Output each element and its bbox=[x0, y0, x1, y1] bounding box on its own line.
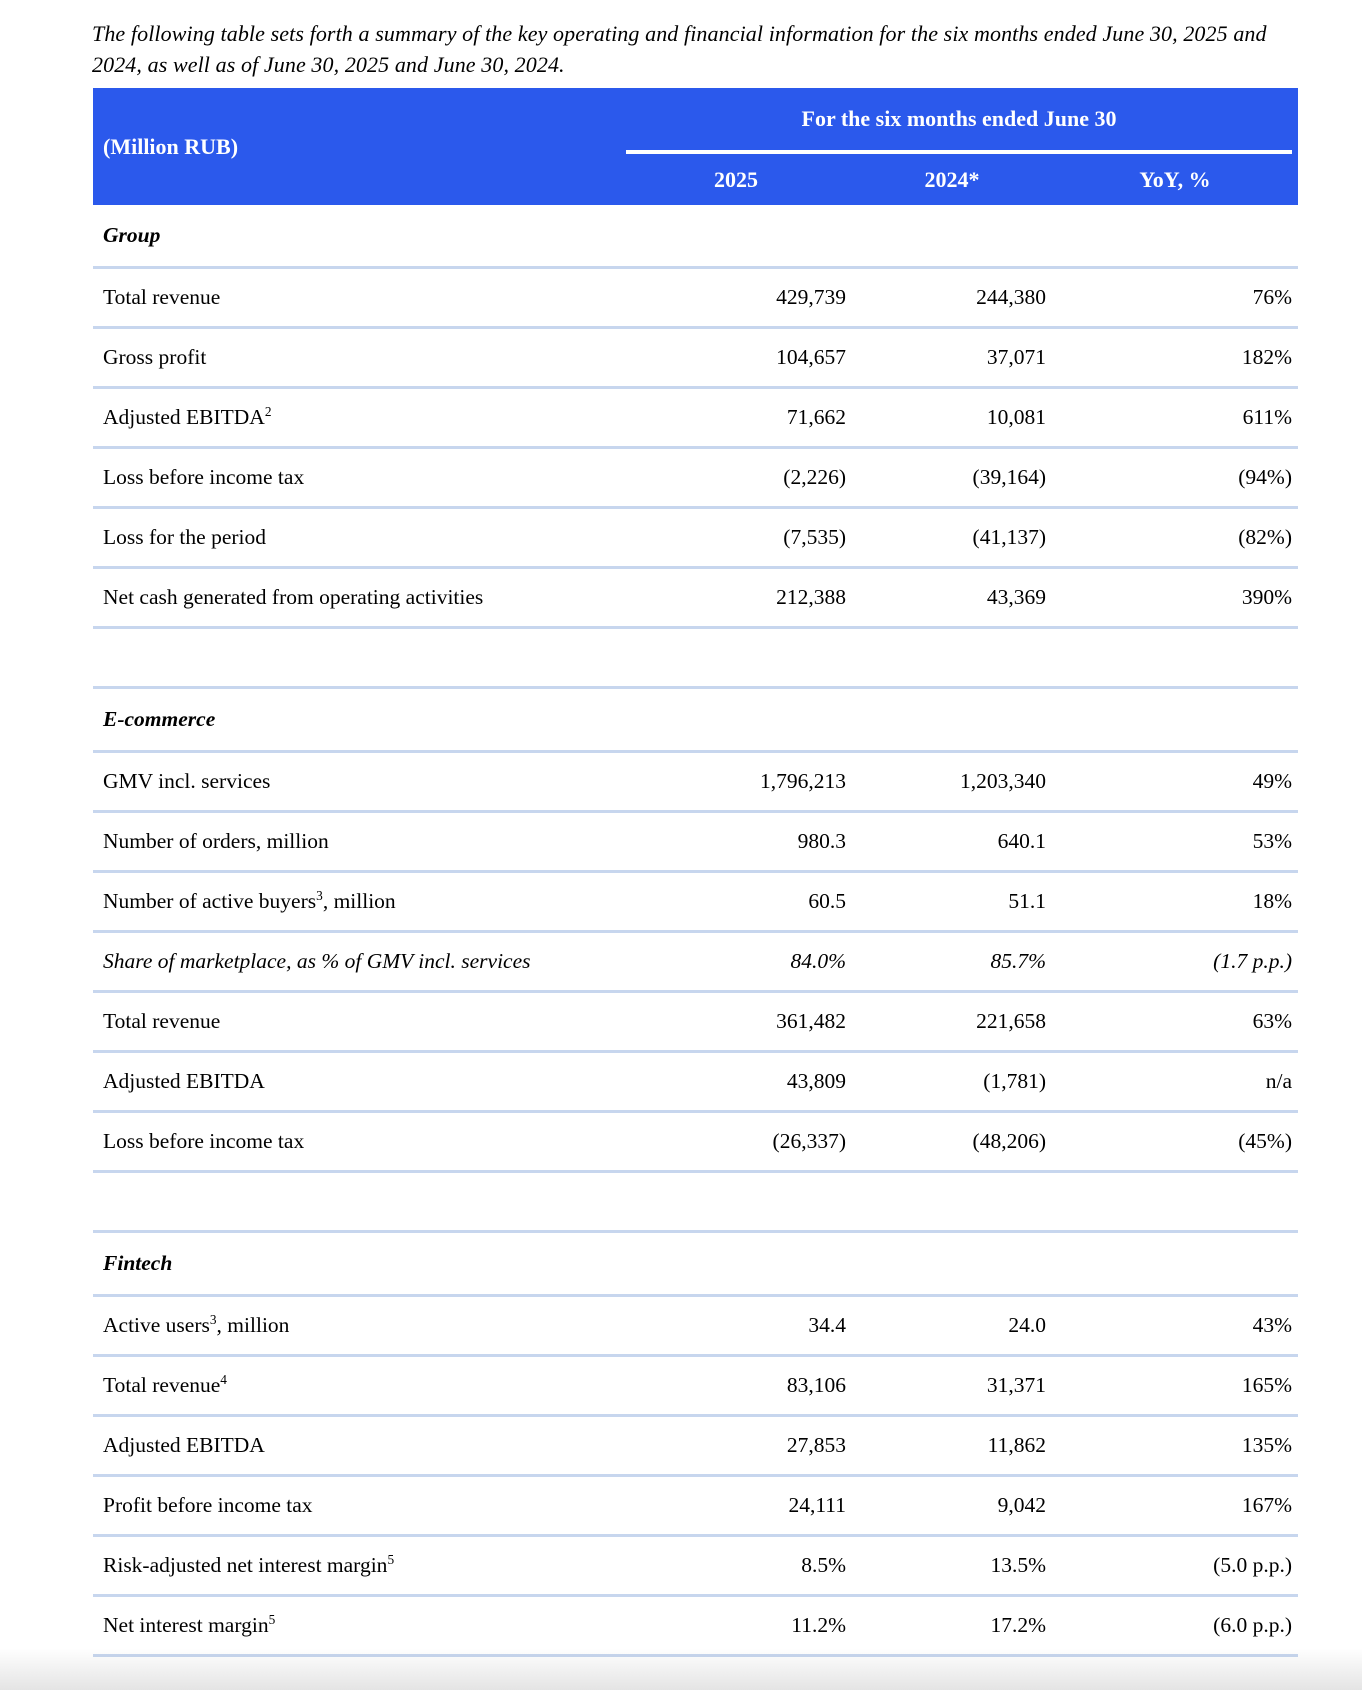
col-header-2024: 2024* bbox=[924, 166, 980, 192]
section-header-row bbox=[93, 205, 1298, 269]
value-2025: 8.5% bbox=[801, 1553, 846, 1577]
financial-summary-table bbox=[93, 88, 1298, 1657]
value-yoy: (1.7 p.p.) bbox=[1213, 949, 1292, 973]
value-2024: 13.5% bbox=[990, 1553, 1046, 1577]
row-label: Number of orders, million bbox=[103, 829, 329, 853]
row-label: Loss for the period bbox=[103, 525, 267, 549]
value-2024: 31,371 bbox=[986, 1373, 1046, 1397]
value-2024: 244,380 bbox=[976, 285, 1046, 309]
section-gap-row bbox=[93, 629, 1298, 689]
value-2024: 51.1 bbox=[1008, 889, 1046, 913]
value-yoy: (45%) bbox=[1238, 1129, 1292, 1153]
value-2025: 24,111 bbox=[788, 1493, 846, 1517]
period-header: For the six months ended June 30 bbox=[801, 106, 1117, 131]
table-row bbox=[93, 1477, 1298, 1537]
value-yoy: 167% bbox=[1241, 1493, 1292, 1517]
table-row bbox=[93, 1053, 1298, 1113]
value-2025: 83,106 bbox=[786, 1373, 846, 1397]
row-label: Loss before income tax bbox=[103, 465, 305, 489]
table-row bbox=[93, 1537, 1298, 1597]
value-2025: 361,482 bbox=[776, 1009, 846, 1033]
value-2025: 27,853 bbox=[786, 1433, 846, 1457]
row-label: Adjusted EBITDA$^2$ bbox=[103, 403, 272, 429]
row-label: Net interest margin$^5$ bbox=[103, 1611, 276, 1637]
row-label: Loss before income tax bbox=[103, 1129, 305, 1153]
col-header-2025: 2025 bbox=[714, 166, 758, 192]
row-label: Profit before income tax bbox=[103, 1493, 313, 1517]
table-row bbox=[93, 1113, 1298, 1173]
table-row bbox=[93, 993, 1298, 1053]
footnote-marker: 5 bbox=[387, 1551, 395, 1567]
value-2025: 43,809 bbox=[786, 1069, 846, 1093]
value-yoy: (6.0 p.p.) bbox=[1213, 1613, 1292, 1637]
value-2024: 17.2% bbox=[990, 1613, 1046, 1637]
footnote-marker: 5 bbox=[268, 1611, 276, 1627]
section-gap-row bbox=[93, 1173, 1298, 1233]
row-label: Share of marketplace, as % of GMV incl. services bbox=[103, 949, 531, 973]
table-row bbox=[93, 1417, 1298, 1477]
table-row bbox=[93, 509, 1298, 569]
value-yoy: n/a bbox=[1265, 1069, 1292, 1093]
table-row bbox=[93, 389, 1298, 449]
value-yoy: 49% bbox=[1252, 769, 1292, 793]
row-label: Risk-adjusted net interest margin$^5$ bbox=[103, 1551, 395, 1577]
footnote-marker: 3 bbox=[209, 1311, 217, 1327]
value-yoy: 43% bbox=[1252, 1313, 1292, 1337]
value-yoy: 53% bbox=[1252, 829, 1292, 853]
value-2025: 104,657 bbox=[776, 345, 846, 369]
row-label: GMV incl. services bbox=[103, 769, 271, 793]
table-row bbox=[93, 329, 1298, 389]
table-row bbox=[93, 1357, 1298, 1417]
value-yoy: 135% bbox=[1241, 1433, 1292, 1457]
value-2025: 980.3 bbox=[797, 829, 846, 853]
value-2024: (39,164) bbox=[972, 465, 1046, 489]
table-row bbox=[93, 449, 1298, 509]
table-body bbox=[93, 205, 1298, 1657]
column-headers bbox=[620, 154, 1298, 205]
footnote-marker: 3 bbox=[316, 887, 323, 903]
value-yoy: 182% bbox=[1241, 345, 1292, 369]
table-row bbox=[93, 569, 1298, 629]
value-yoy: 76% bbox=[1252, 285, 1292, 309]
value-2025: (26,337) bbox=[772, 1129, 846, 1153]
table-header-band bbox=[93, 88, 1298, 205]
unit-label: (Million RUB) bbox=[103, 133, 239, 159]
table-row bbox=[93, 753, 1298, 813]
value-2025: 429,739 bbox=[776, 285, 846, 309]
value-2025: 212,388 bbox=[776, 585, 846, 609]
value-yoy: (82%) bbox=[1238, 525, 1292, 549]
value-2024: 85.7% bbox=[990, 949, 1046, 973]
section-name: Group bbox=[103, 223, 161, 247]
row-label: Number of active buyers$^3$, million bbox=[103, 887, 396, 913]
section-header-row bbox=[93, 689, 1298, 753]
table-row bbox=[93, 269, 1298, 329]
section-name: E-commerce bbox=[103, 707, 216, 731]
table-row bbox=[93, 873, 1298, 933]
intro-paragraph: The following table sets forth a summary of the key operating and financial information for the six months ended June 30, 2025 and 2024, as well as of June 30, 2025 and June 30, 2024. bbox=[92, 21, 1267, 77]
value-2025: 84.0% bbox=[790, 949, 846, 973]
value-2024: 43,369 bbox=[986, 585, 1046, 609]
row-label: Adjusted EBITDA bbox=[103, 1433, 265, 1457]
row-label: Adjusted EBITDA bbox=[103, 1069, 265, 1093]
row-label: Net cash generated from operating activities bbox=[103, 585, 484, 609]
value-2025: (7,535) bbox=[783, 525, 846, 549]
value-yoy: 390% bbox=[1241, 585, 1292, 609]
col-header-yoy: YoY, % bbox=[1139, 166, 1211, 192]
value-2024: 37,071 bbox=[986, 345, 1046, 369]
value-2024: (48,206) bbox=[972, 1129, 1046, 1153]
value-yoy: 18% bbox=[1252, 889, 1292, 913]
value-2024: (1,781) bbox=[983, 1069, 1046, 1093]
row-label: Gross profit bbox=[103, 345, 207, 369]
value-2025: 1,796,213 bbox=[760, 769, 846, 793]
value-2024: 1,203,340 bbox=[960, 769, 1046, 793]
section-header-row bbox=[93, 1233, 1298, 1297]
row-label: Total revenue bbox=[103, 285, 221, 309]
period-columns-area bbox=[620, 88, 1298, 205]
value-yoy: 165% bbox=[1241, 1373, 1292, 1397]
page-bottom-fade bbox=[0, 1648, 1362, 1690]
footnote-marker: 4 bbox=[220, 1371, 227, 1387]
value-2025: 11.2% bbox=[791, 1613, 846, 1637]
row-label: Total revenue$^4$ bbox=[103, 1371, 227, 1397]
value-yoy: (94%) bbox=[1238, 465, 1292, 489]
value-yoy: (5.0 p.p.) bbox=[1213, 1553, 1292, 1577]
row-label: Active users$^3$, million bbox=[103, 1311, 290, 1337]
table-row bbox=[93, 813, 1298, 873]
value-2024: 9,042 bbox=[997, 1493, 1046, 1517]
value-2024: 221,658 bbox=[976, 1009, 1046, 1033]
value-2024: (41,137) bbox=[972, 525, 1046, 549]
section-name: Fintech bbox=[103, 1251, 173, 1275]
value-2025: (2,226) bbox=[783, 465, 846, 489]
value-2025: 34.4 bbox=[808, 1313, 846, 1337]
value-2024: 10,081 bbox=[986, 405, 1046, 429]
value-2024: 11,862 bbox=[987, 1433, 1046, 1457]
value-2025: 60.5 bbox=[808, 889, 846, 913]
value-2024: 640.1 bbox=[997, 829, 1046, 853]
value-2025: 71,662 bbox=[786, 405, 846, 429]
value-yoy: 611% bbox=[1242, 405, 1292, 429]
footnote-marker: 2 bbox=[264, 403, 272, 419]
value-2024: 24.0 bbox=[1008, 1313, 1046, 1337]
table-row bbox=[93, 933, 1298, 993]
row-label: Total revenue bbox=[103, 1009, 221, 1033]
value-yoy: 63% bbox=[1252, 1009, 1292, 1033]
table-row bbox=[93, 1297, 1298, 1357]
